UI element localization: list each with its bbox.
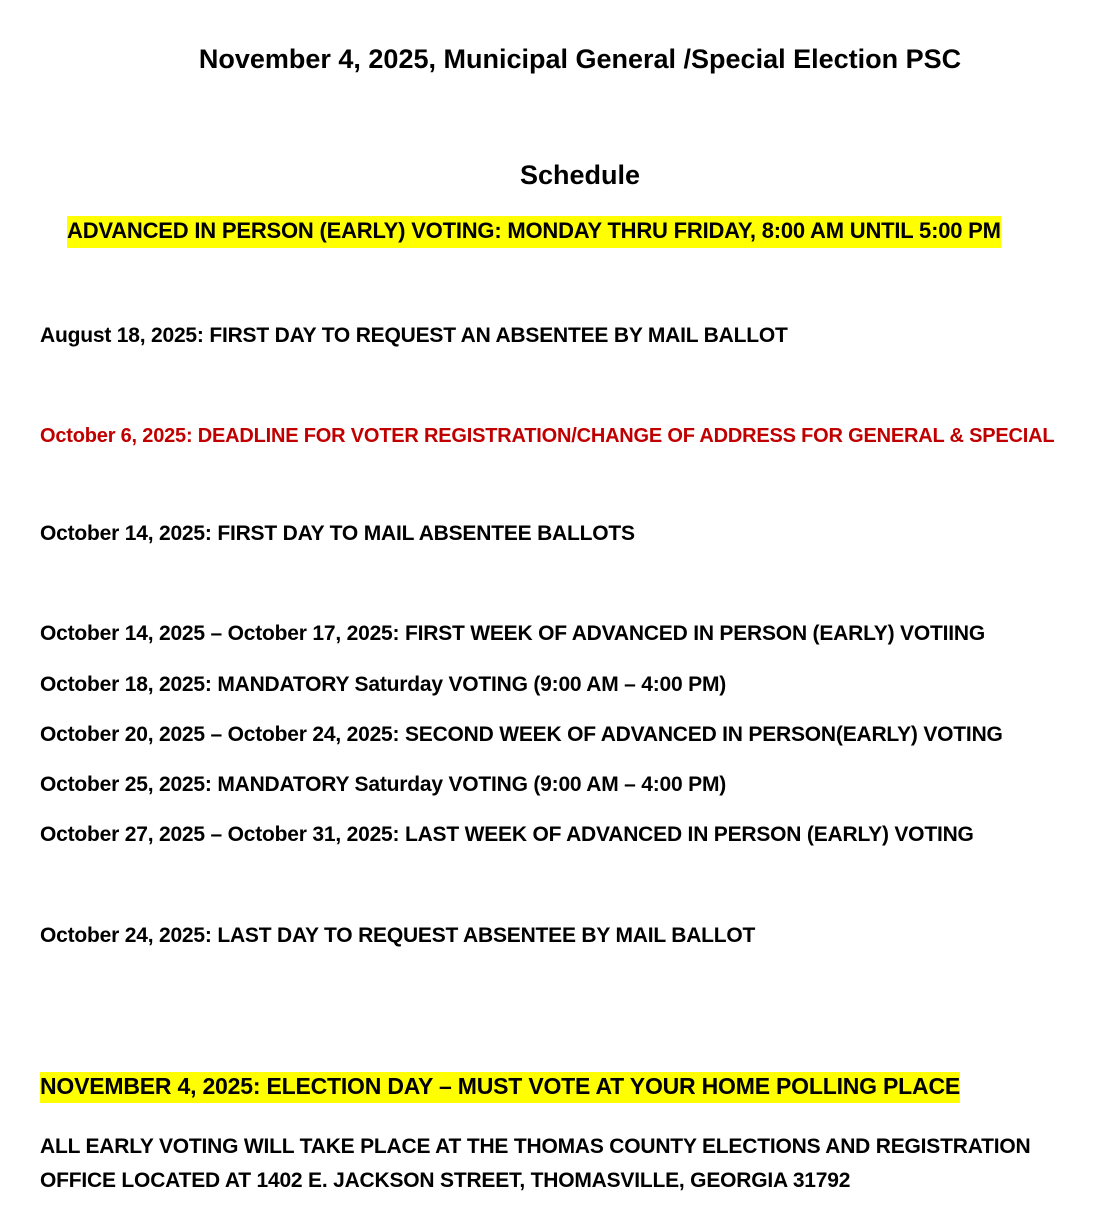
schedule-item-last-week-early-voting: October 27, 2025 – October 31, 2025: LAST WEEK OF ADVANCED IN PERSON (EARLY) VOTING xyxy=(40,823,974,846)
early-voting-hours-banner: ADVANCED IN PERSON (EARLY) VOTING: MONDAY THRU FRIDAY, 8:00 AM UNTIL 5:00 PM xyxy=(67,216,1001,248)
election-day-instruction: – MUST VOTE AT YOUR HOME POLLING PLACE xyxy=(432,1073,960,1099)
schedule-item-saturday-voting-2: October 25, 2025: MANDATORY Saturday VOTING (9:00 AM – 4:00 PM) xyxy=(40,773,727,796)
schedule-item-mail-ballots-start: October 14, 2025: FIRST DAY TO MAIL ABSENTEE BALLOTS xyxy=(40,522,635,545)
schedule-item-saturday-voting-1: October 18, 2025: MANDATORY Saturday VOTING (9:00 AM – 4:00 PM) xyxy=(40,673,727,696)
schedule-item-first-week-early-voting: October 14, 2025 – October 17, 2025: FIRST WEEK OF ADVANCED IN PERSON (EARLY) VOTIING xyxy=(40,622,985,645)
schedule-item-second-week-early-voting: October 20, 2025 – October 24, 2025: SECOND WEEK OF ADVANCED IN PERSON(EARLY) VOTING xyxy=(40,723,1003,746)
election-day-line xyxy=(40,1072,960,1103)
schedule-heading: Schedule xyxy=(519,160,641,190)
early-voting-location-note: ALL EARLY VOTING WILL TAKE PLACE AT THE THOMAS COUNTY ELECTIONS AND REGISTRATION OFFICE LOCATED AT 1402 E. JACKSON STREET, THOMASVILLE, GEORGIA 31792 xyxy=(40,1135,1031,1192)
document-title: November 4, 2025, Municipal General /Special Election PSC xyxy=(198,44,962,74)
schedule-item-absentee-request-start: August 18, 2025: FIRST DAY TO REQUEST AN ABSENTEE BY MAIL BALLOT xyxy=(40,324,788,347)
election-day-date: NOVEMBER 4, 2025: ELECTION DAY xyxy=(40,1073,433,1099)
schedule-item-absentee-request-end: October 24, 2025: LAST DAY TO REQUEST ABSENTEE BY MAIL BALLOT xyxy=(40,924,756,947)
schedule-item-registration-deadline: October 6, 2025: DEADLINE FOR VOTER REGISTRATION/CHANGE OF ADDRESS FOR GENERAL & SPECIAL xyxy=(40,425,1055,447)
